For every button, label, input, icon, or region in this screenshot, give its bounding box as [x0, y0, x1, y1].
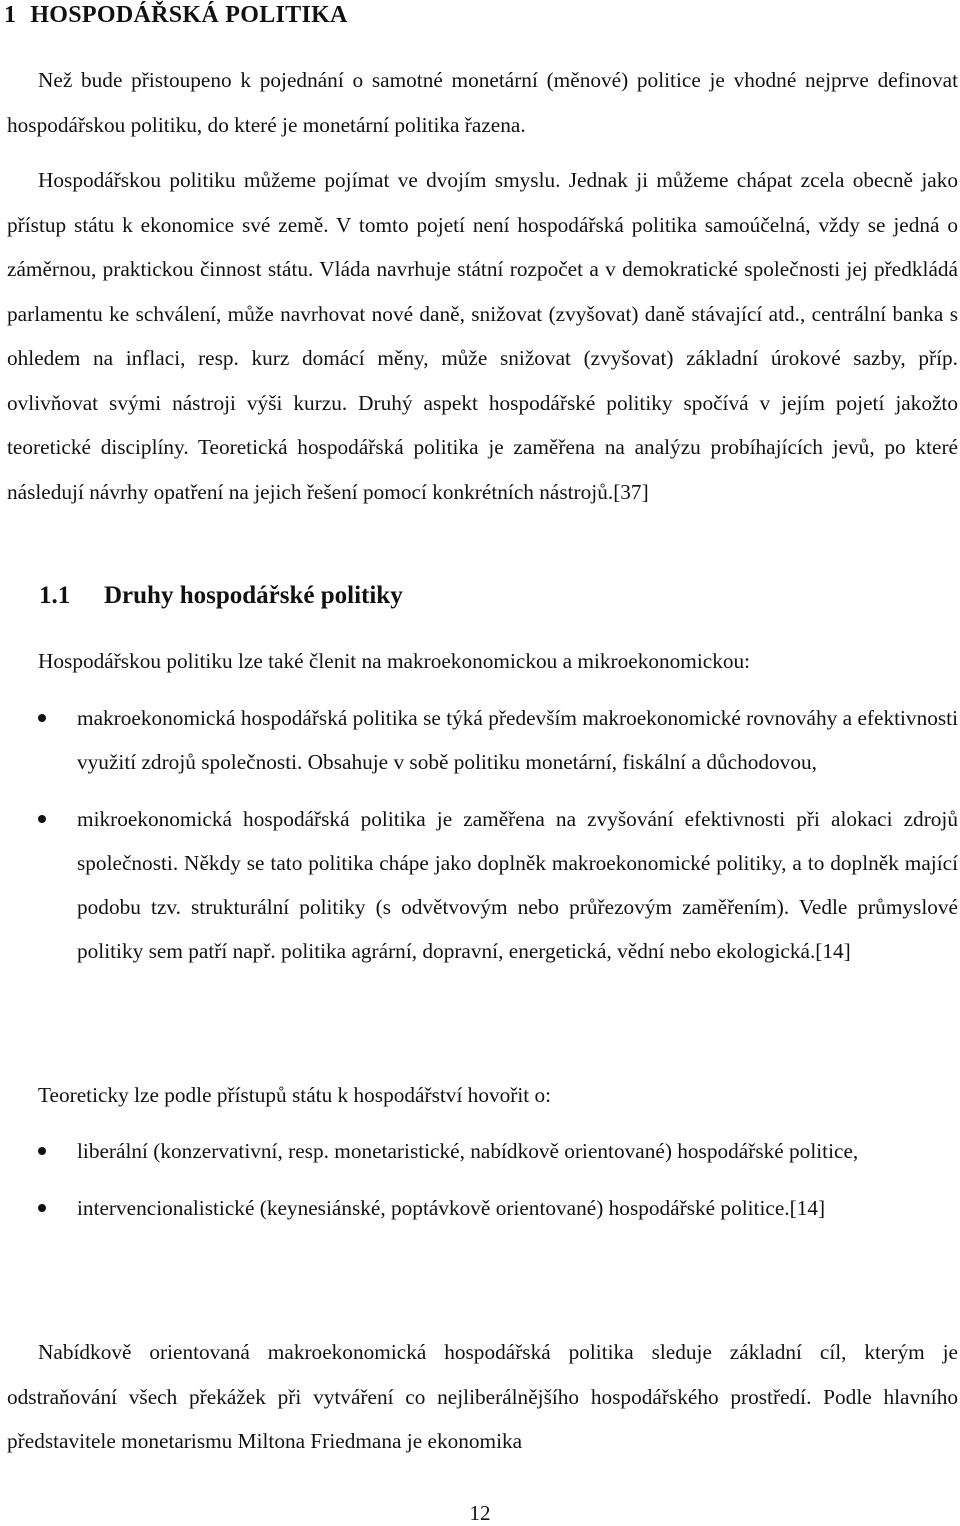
- list-intro-1: Hospodářskou politiku lze také členit na makroekonomickou a mikroekonomickou:: [38, 649, 751, 673]
- section-title: Druhy hospodářské politiky: [104, 582, 403, 609]
- bullet-icon: [38, 1147, 46, 1155]
- paragraph-definition: Hospodářskou politiku můžeme pojímat ve dvojím smyslu. Jednak ji můžeme chápat zcela obecně jako přístup státu k ekonomice své země. V tomto pojetí není hospodářská politika samoúčelná, vždy se jedná o záměrnou, praktickou činnost státu. Vláda navrhuje státní rozpočet a v demokratické společnosti jej předkládá parlamentu ke schválení, může navrhovat nové daně, snižovat (zvyšovat) daně stávající atd., centrální banka s ohledem na inflaci, resp. kurz domácí měny, může snižovat (zvyšovat) základní úrokové sazby, příp. ovlivňovat svými nástroji výši kurzu. Druhý aspekt hospodářské politiky spočívá v jejím pojetí jakožto teoretické disciplíny. Teoretická hospodářská politika je zaměřena na analýzu probíhajících jevů, po které následují návrhy opatření na jejich řešení pomocí konkrétních nástrojů.[37]: [7, 168, 958, 504]
- bullet-list-1: [0, 696, 960, 973]
- chapter-title: HOSPODÁŘSKÁ POLITIKA: [30, 2, 348, 28]
- list-item-text: makroekonomická hospodářská politika se týká především makroekonomické rovnováhy a efektivnosti využití zdrojů společnosti. Obsahuje v sobě politiku monetární, fiskální a důchodovou,: [77, 706, 958, 774]
- list-item: [0, 696, 958, 784]
- chapter-heading: [4, 2, 348, 29]
- paragraph-supply-side: Nabídkově orientovaná makroekonomická hospodářská politika sleduje základní cíl, kterým je odstraňování všech překážek při vytváření co nejliberálnějšího hospodářského prostředí. Podle hlavního představitele monetarismu Miltona Friedmana je ekonomika: [7, 1340, 958, 1453]
- section-heading: [39, 582, 403, 610]
- chapter-number: 1: [4, 2, 17, 28]
- bullet-icon: [38, 714, 46, 722]
- bullet-icon: [38, 1204, 46, 1212]
- page-number: 12: [469, 1501, 491, 1525]
- paragraph-intro: Než bude přistoupeno k pojednání o samotné monetární (měnové) politice je vhodné nejprve definovat hospodářskou politiku, do které je monetární politika řazena.: [7, 68, 958, 137]
- bullet-list-2: [0, 1129, 960, 1230]
- list-item-text: intervencionalistické (keynesiánské, poptávkově orientované) hospodářské politice.[14]: [77, 1196, 826, 1220]
- list-item-text: liberální (konzervativní, resp. monetaristické, nabídkově orientované) hospodářské politice,: [77, 1139, 859, 1163]
- bullet-icon: [38, 815, 46, 823]
- list-item: [0, 1129, 958, 1173]
- list-item: [0, 797, 958, 973]
- section-number: 1.1: [39, 582, 71, 609]
- list-intro-2: Teoreticky lze podle přístupů státu k hospodářství hovořit o:: [38, 1083, 552, 1107]
- list-item: [0, 1186, 958, 1230]
- list-item-text: mikroekonomická hospodářská politika je zaměřena na zvyšování efektivnosti při alokaci zdrojů společnosti. Někdy se tato politika chápe jako doplněk makroekonomické politiky, a to doplněk mající podobu tzv. strukturální politiky (s odvětvovým nebo průřezovým zaměřením). Vedle průmyslové politiky sem patří např. politika agrární, dopravní, energetická, vědní nebo ekologická.[14]: [77, 807, 958, 963]
